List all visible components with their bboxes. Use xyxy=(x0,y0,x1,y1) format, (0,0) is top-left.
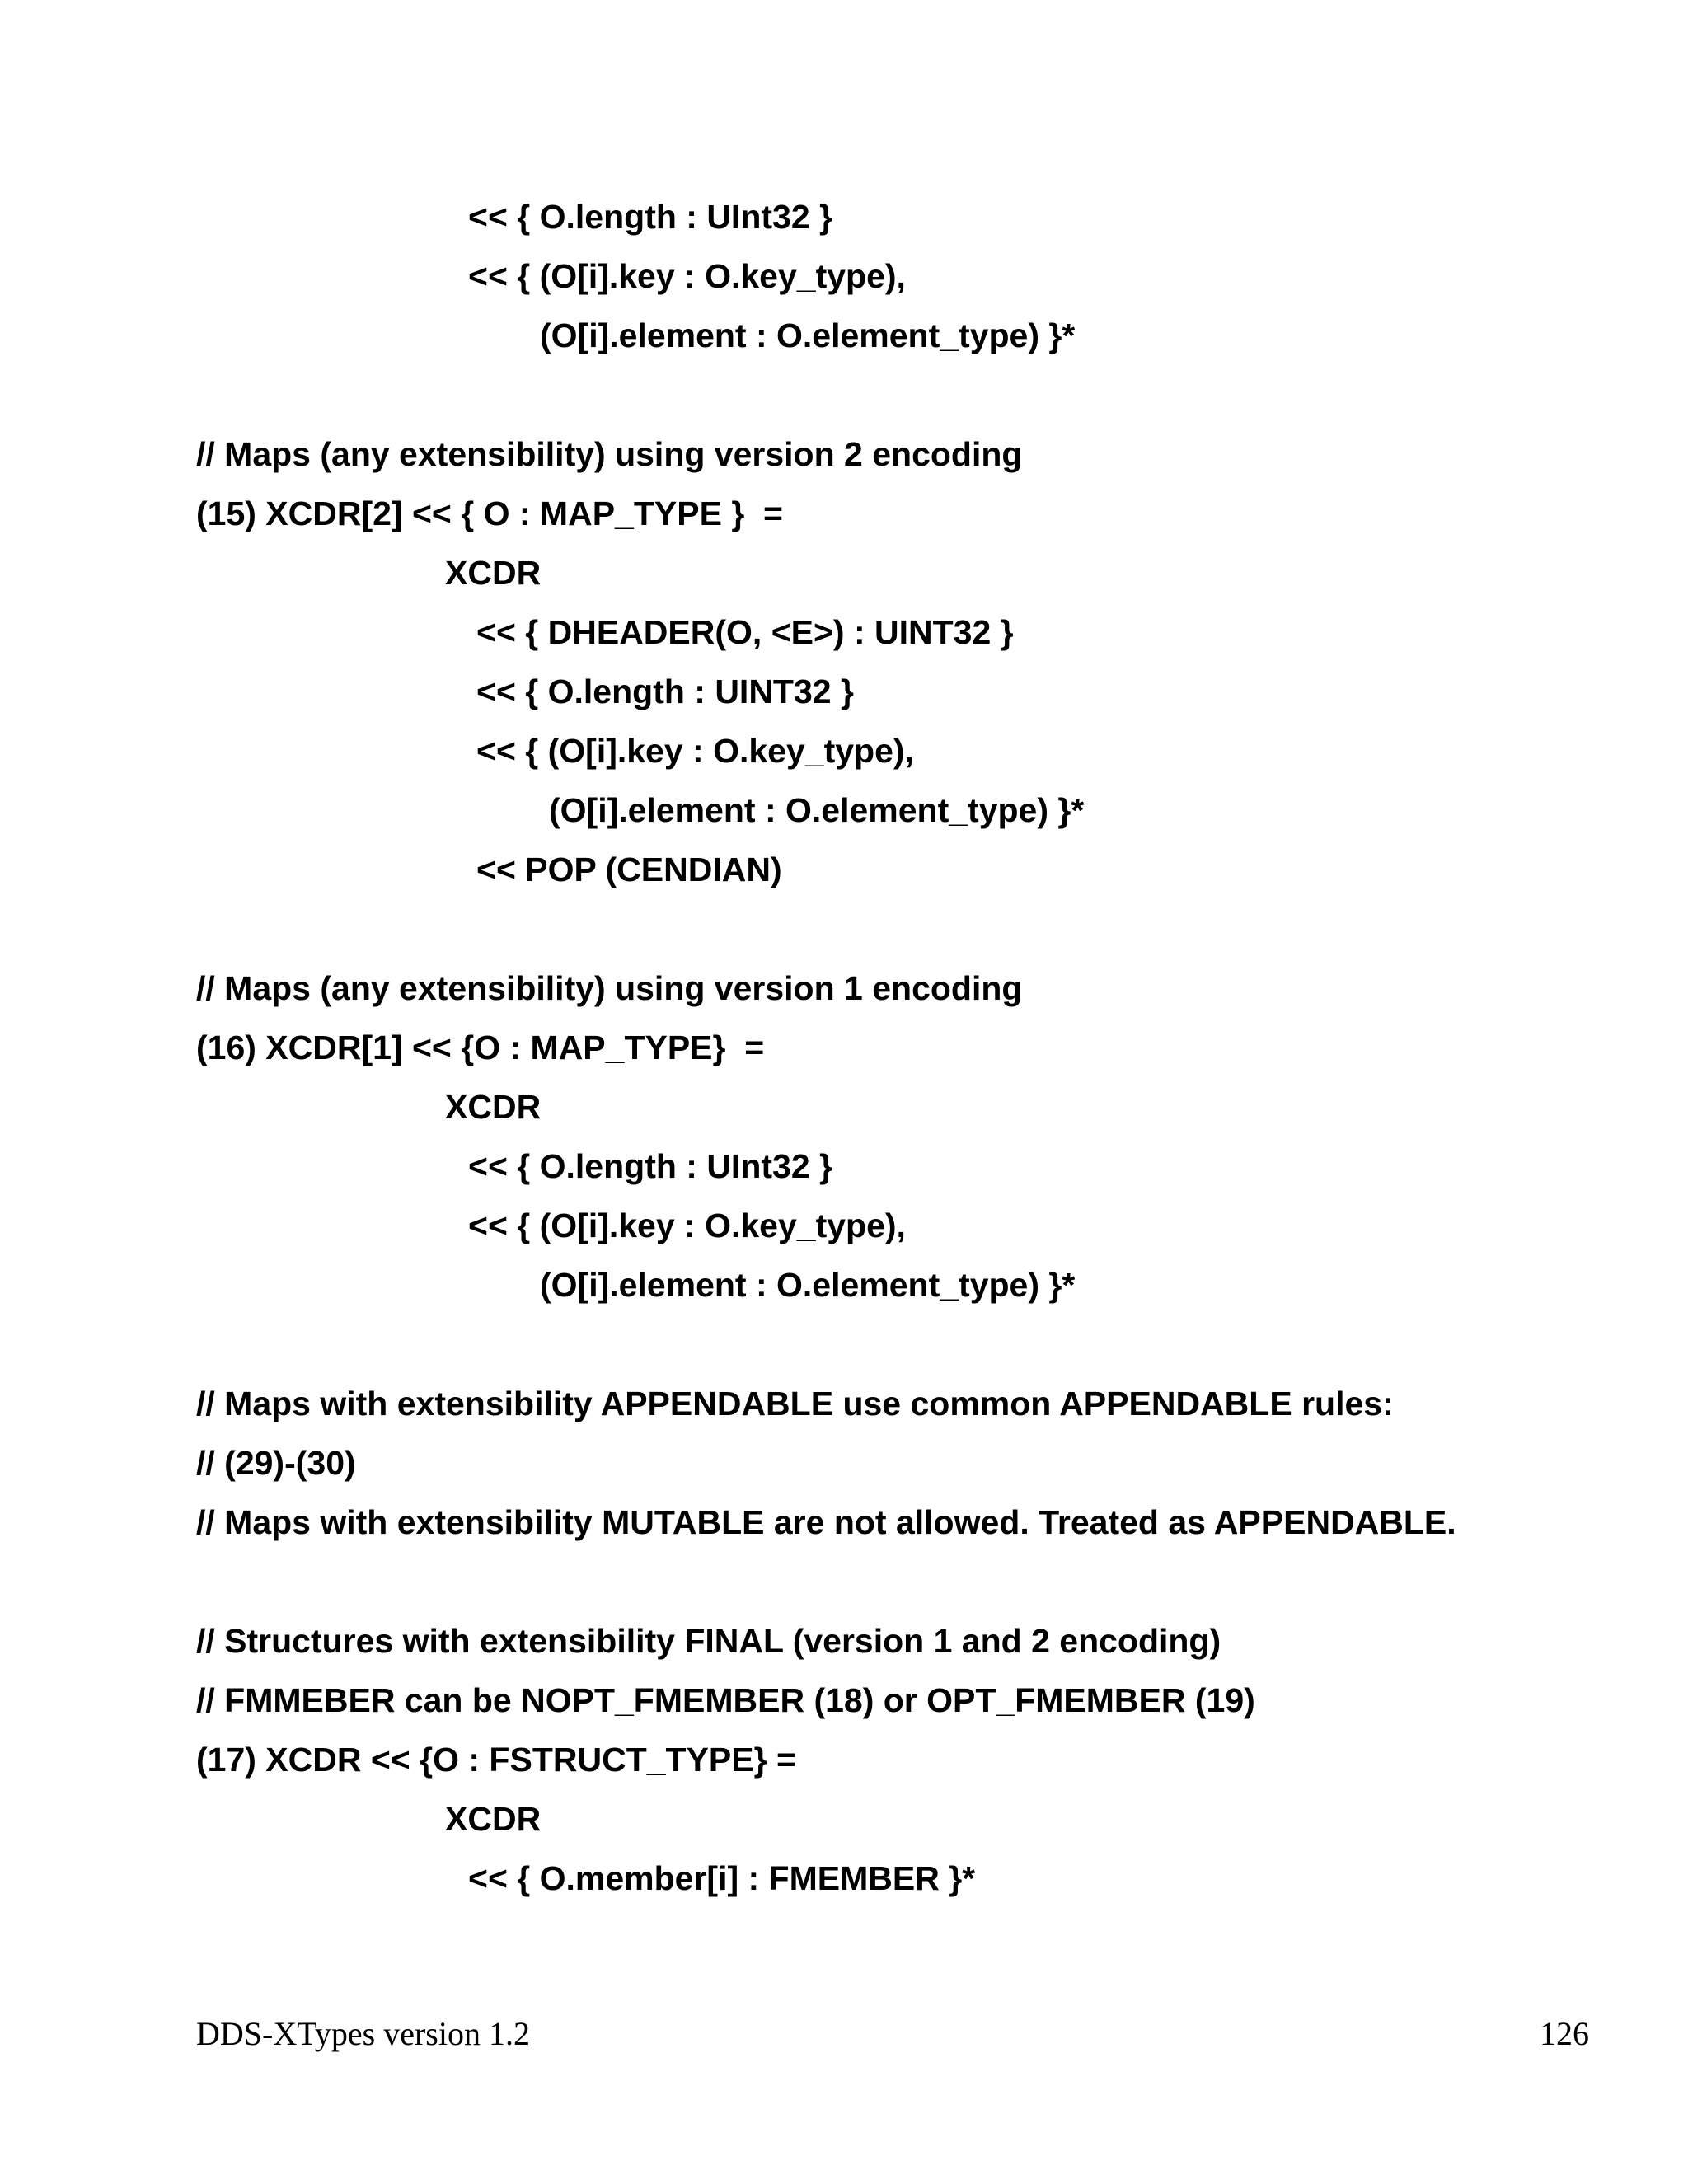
code-line: << { O.length : UInt32 } xyxy=(468,1147,832,1185)
code-line: XCDR xyxy=(445,554,542,592)
code-line: (O[i].element : O.element_type) }* xyxy=(540,1266,1076,1304)
code-line: XCDR xyxy=(445,1800,542,1838)
code-line: << { (O[i].key : O.key_type), xyxy=(476,732,914,770)
code-line: << { (O[i].key : O.key_type), xyxy=(468,1207,906,1244)
rule-heading: (17) XCDR << {O : FSTRUCT_TYPE} = xyxy=(196,1741,796,1779)
comment-line: // FMMEBER can be NOPT_FMEMBER (18) or OPT_FMEMBER (19) xyxy=(196,1681,1255,1719)
rule-heading: (16) XCDR[1] << {O : MAP_TYPE} = xyxy=(196,1029,765,1066)
code-line: XCDR xyxy=(445,1088,542,1126)
footer-page-number: 126 xyxy=(1540,2015,1589,2052)
code-line: << POP (CENDIAN) xyxy=(476,851,782,888)
code-line: (O[i].element : O.element_type) }* xyxy=(540,316,1076,354)
code-line: (O[i].element : O.element_type) }* xyxy=(549,791,1085,829)
code-line: << { DHEADER(O, <E>) : UINT32 } xyxy=(476,613,1014,651)
comment-line: // Maps (any extensibility) using version 2 encoding xyxy=(196,435,1023,473)
code-line: << { O.length : UInt32 } xyxy=(468,198,832,236)
comment-line: // Maps with extensibility MUTABLE are not allowed. Treated as APPENDABLE. xyxy=(196,1503,1456,1541)
comment-line: // Maps with extensibility APPENDABLE use common APPENDABLE rules: xyxy=(196,1385,1394,1422)
code-line: << { O.member[i] : FMEMBER }* xyxy=(468,1859,976,1897)
comment-line: // Structures with extensibility FINAL (version 1 and 2 encoding) xyxy=(196,1622,1221,1660)
footer-document-title: DDS-XTypes version 1.2 xyxy=(196,2015,530,2052)
code-line: << { O.length : UINT32 } xyxy=(476,673,854,710)
comment-line: // Maps (any extensibility) using version 1 encoding xyxy=(196,969,1023,1007)
comment-line: // (29)-(30) xyxy=(196,1444,356,1482)
code-line: << { (O[i].key : O.key_type), xyxy=(468,257,906,295)
rule-heading: (15) XCDR[2] << { O : MAP_TYPE } = xyxy=(196,494,783,532)
